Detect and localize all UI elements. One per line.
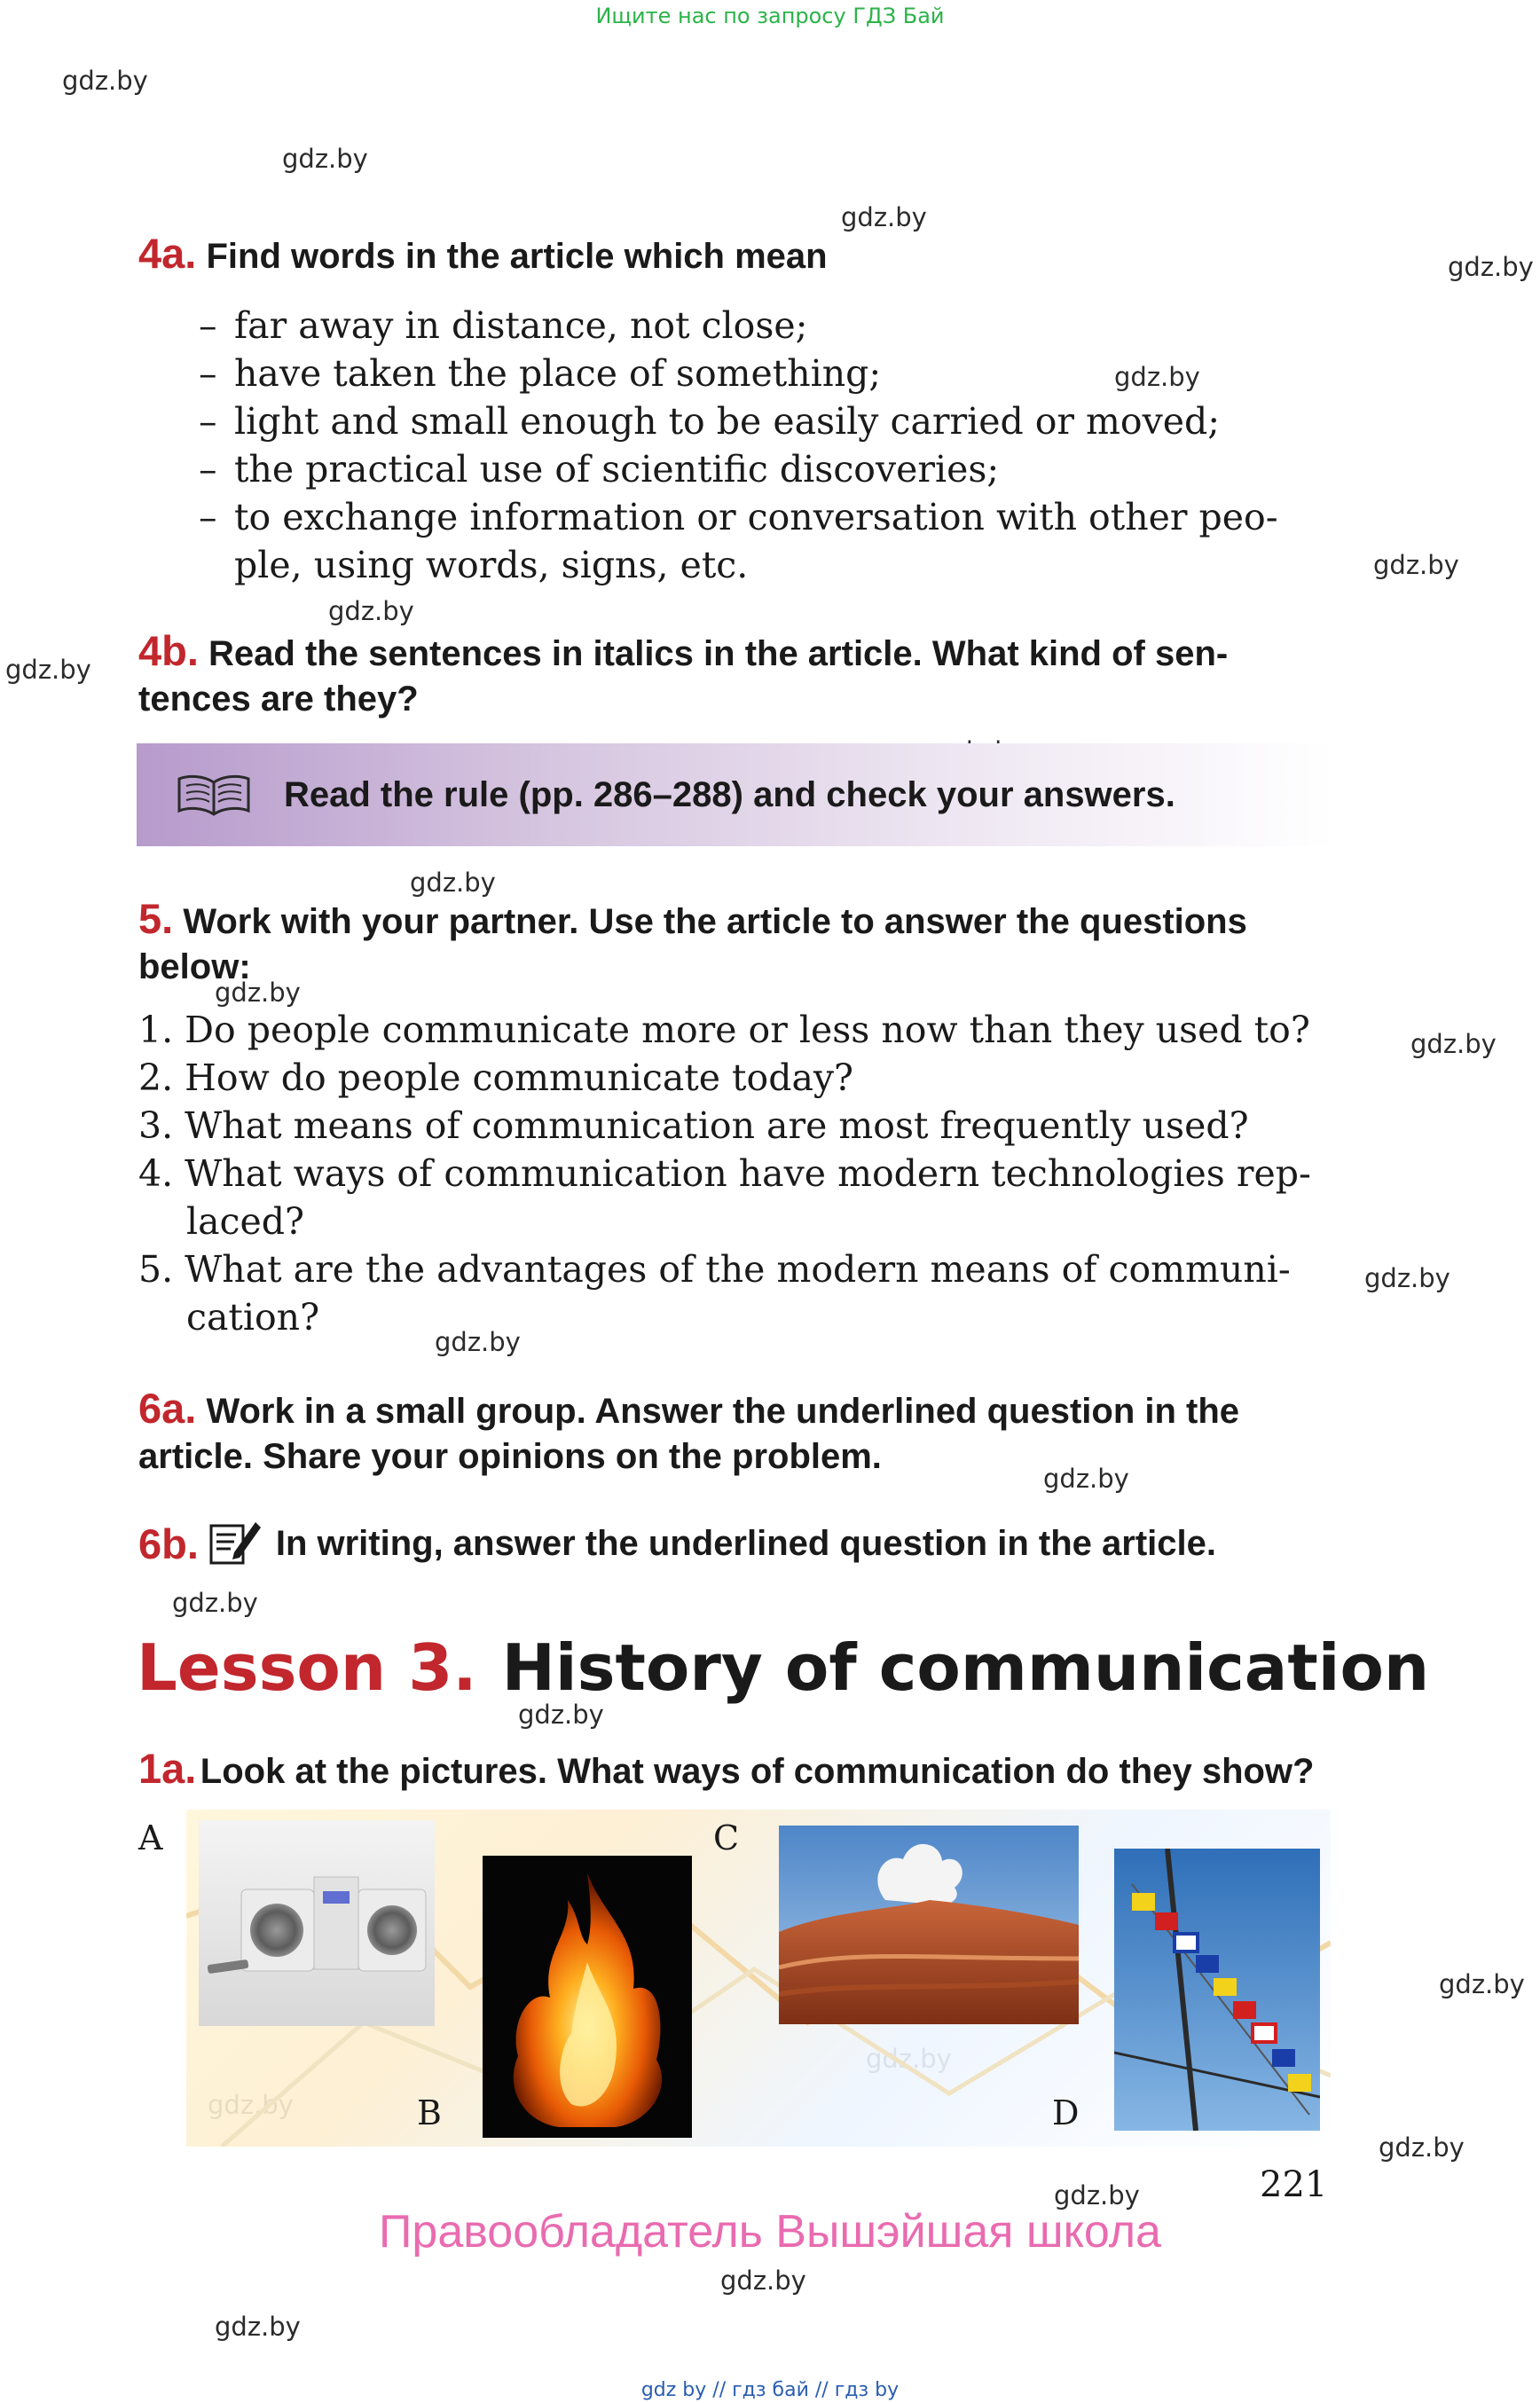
watermark: gdz.by: [1410, 1029, 1497, 1059]
list-item: 5. What are the advantages of the modern means of communi-: [138, 1248, 1291, 1291]
exercise-4b-heading: [138, 628, 1327, 722]
radio-cd-player-image: [199, 1820, 435, 2026]
writing-pen-icon: [208, 1517, 263, 1571]
definition-list: [199, 302, 1278, 589]
list-item: 4. What ways of communication have modern technologies rep-: [138, 1152, 1311, 1195]
list-item-continuation: laced?: [186, 1200, 305, 1243]
watermark: gdz.by: [328, 596, 414, 626]
smoke-signal-image: [779, 1826, 1079, 2024]
picture-label-c: C: [713, 1818, 740, 1857]
exercise-line: 4b. Read the sentences in italics in the article. What kind of sen-: [138, 627, 1229, 674]
page-number: 221: [1260, 2164, 1328, 2205]
rule-text: Read the rule (pp. 286–288) and check your answers.: [284, 775, 1175, 814]
bonfire-image: [483, 1856, 692, 2138]
rule-reference-box: [137, 743, 1334, 846]
watermark: gdz.by: [841, 202, 927, 232]
watermark: gdz.by: [1043, 1464, 1129, 1494]
list-item-continuation: cation?: [186, 1296, 320, 1339]
question-list: [138, 1006, 1311, 1341]
watermark: gdz.by: [518, 1700, 604, 1730]
list-item: – to exchange information or conversation with other peo-: [199, 496, 1278, 538]
top-search-note[interactable]: Ищите нас по запросу ГДЗ Бай: [595, 4, 945, 28]
exercise-1a-heading: [138, 1744, 1314, 1793]
watermark: gdz.by: [1373, 550, 1459, 580]
exercise-instruction: Find words in the article which mean: [206, 237, 828, 276]
list-item: 2. How do people communicate today?: [138, 1056, 854, 1099]
exercise-instruction: In writing, answer the underlined question in the article.: [275, 1524, 1216, 1563]
watermark: gdz.by: [5, 655, 91, 685]
watermark: gdz.by: [1054, 2180, 1140, 2211]
watermark: gdz.by: [1379, 2132, 1465, 2163]
picture-label-d: D: [1052, 2093, 1080, 2132]
list-item: 1. Do people communicate more or less now than they used to?: [138, 1009, 1310, 1051]
watermark: gdz.by: [435, 1327, 521, 1357]
watermark: gdz.by: [62, 66, 148, 96]
watermark: gdz.by: [410, 868, 496, 898]
exercise-number: 4b.: [138, 627, 199, 674]
lesson-number: Lesson 3.: [137, 1630, 477, 1705]
lesson-title: [137, 1630, 1429, 1705]
exercise-line: below:: [138, 947, 251, 986]
exercise-number: 6a.: [138, 1385, 197, 1432]
exercise-instruction: Look at the pictures. What ways of communication do they show?: [200, 1752, 1315, 1791]
list-item: – have taken the place of something;: [199, 352, 882, 395]
watermark: gdz.by: [215, 2312, 301, 2342]
watermark: gdz.by: [215, 978, 301, 1008]
exercise-4a-heading: [138, 231, 1327, 279]
watermark: gdz.by: [282, 144, 368, 174]
exercise-number: 4a.: [138, 230, 197, 277]
exercise-number: 6b.: [138, 1520, 199, 1567]
list-item: – light and small enough to be easily carried or moved;: [199, 400, 1221, 443]
picture-label-b: B: [417, 2093, 442, 2132]
list-item-continuation: ple, using words, signs, etc.: [234, 544, 749, 586]
list-item: – the practical use of scientific discoveries;: [199, 448, 1000, 491]
list-item: 3. What means of communication are most frequently used?: [138, 1104, 1249, 1147]
exercise-6b-heading: [138, 1517, 1216, 1571]
footer-links[interactable]: gdz by // гдз бай // гдз by: [640, 2379, 900, 2401]
list-item: – far away in distance, not close;: [199, 304, 808, 347]
exercise-line: 5. Work with your partner. Use the article to answer the questions: [138, 895, 1247, 942]
watermark: gdz.by: [1439, 1969, 1525, 1999]
watermark: gdz.by: [720, 2266, 806, 2296]
exercise-line: tences are they?: [138, 679, 419, 719]
exercise-line: 6a. Work in a small group. Answer the underlined question in the: [138, 1385, 1240, 1432]
copyright-holder: Правообладатель Вышэйшая школа: [379, 2206, 1161, 2258]
watermark: gdz.by: [1448, 252, 1534, 282]
exercise-6a-heading: [138, 1386, 1327, 1480]
exercise-number: 1a.: [138, 1745, 197, 1792]
book-icon: [174, 774, 254, 822]
picture-label-a: A: [138, 1818, 163, 1857]
exercise-line: article. Share your opinions on the problem.: [138, 1437, 882, 1476]
signal-flags-image: [1114, 1849, 1320, 2131]
watermark: gdz.by: [172, 1588, 258, 1618]
watermark: gdz.by: [1364, 1263, 1450, 1293]
exercise-5-heading: [138, 896, 1327, 990]
exercise-number: 5.: [138, 895, 174, 942]
lesson-name: History of communication: [501, 1630, 1430, 1705]
watermark: gdz.by: [1114, 362, 1200, 392]
